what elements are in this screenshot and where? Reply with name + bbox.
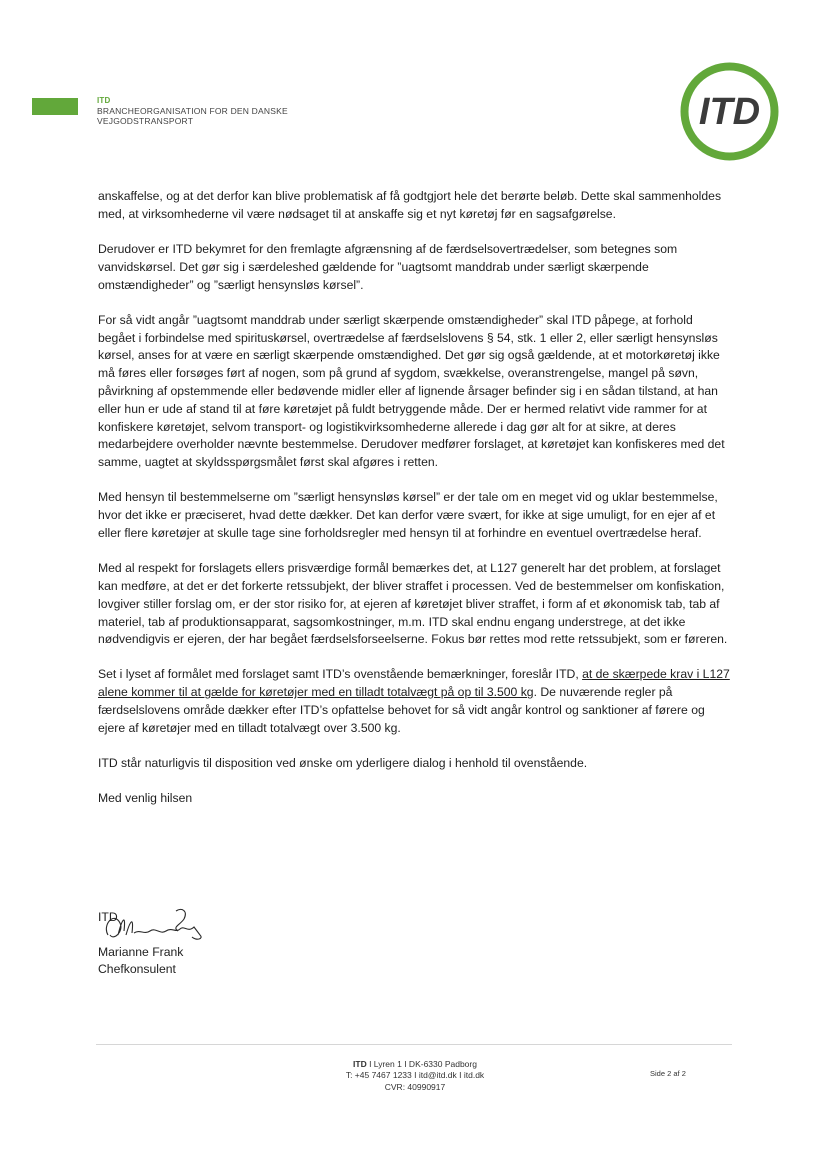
brand-color-bar bbox=[32, 98, 78, 115]
paragraph-6 bbox=[98, 666, 732, 737]
org-line-2: VEJGODSTRANSPORT bbox=[97, 116, 194, 126]
paragraph-5: Med al respekt for forslagets ellers prisværdige formål bemærkes det, at L127 generelt har det problem, at forslaget kan medføre, at det er det forkerte retssubjekt, der bliver straffet i processen. Ved de bestemmelser om konfiskation, lovgiver stiller forslag om, er der stor risiko for, at ejeren af køretøjet bliver straffet, i form af et økonomisk tab, tab af materiel, tab af produktionsapparat, sagsomkostninger, m.m. ITD skal endnu engang understrege, at det ikke nødvendigvis er ejeren, der har begået færdselsforseelserne. Fokus bør rettes mod rette retssubjekt, som er føreren. bbox=[98, 561, 728, 647]
letter-body bbox=[98, 188, 732, 825]
logo-text: ITD bbox=[698, 91, 761, 133]
paragraph-6-start: Set i lyset af formålet med forslaget samt ITD’s ovenstående bemærkninger, foreslår ITD, bbox=[98, 667, 583, 682]
footer-cvr: CVR: 40990917 bbox=[384, 1081, 446, 1092]
paragraph-6-end: . De nuværende regler på færdselslovens område dækker efter ITD’s opfattelse behovet for så vidt angår kontrol og sanktioner af førere og ejere af køretøjer med en tilladt totalvægt over 3.500 kg. bbox=[98, 685, 705, 735]
footer-contact: T: +45 7467 1233 I itd@itd.dk I itd.dk bbox=[345, 1070, 485, 1081]
paragraph-4: Med hensyn til bestemmelserne om ”særligt hensynsløs kørsel” er der tale om en meget vid og uklar bestemmelse, hvor det ikke er præciseret, hvad dette dækker. Det kan derfor være svært, for ikke at sige umuligt, for en ejer af et eller flere køretøjer at skulle tage sine forholdsregler med hensyn til at forhindre en eventuel overtrædelse heraf. bbox=[98, 490, 718, 540]
org-line-1: BRANCHEORGANISATION FOR DEN DANSKE bbox=[97, 106, 288, 116]
signer-name: Marianne Frank bbox=[98, 944, 184, 959]
signer-title: Chefkonsulent bbox=[98, 962, 176, 976]
itd-logo bbox=[678, 60, 781, 163]
footer-address-line bbox=[250, 1059, 580, 1070]
org-header bbox=[97, 96, 288, 126]
closing-greeting: Med venlig hilsen bbox=[98, 791, 193, 806]
footer-brand: ITD bbox=[353, 1059, 367, 1069]
footer-address: I Lyren 1 I DK-6330 Padborg bbox=[366, 1059, 477, 1069]
org-brand: ITD bbox=[97, 96, 111, 105]
paragraph-1: anskaffelse, og at det derfor kan blive problematisk af få godtgjort hele det berørte beløb. Dette skal sammenholdes med, at virksomhederne vil være nødsaget til at anskaffe sig et nyt køretøj før en sagsafgørelse. bbox=[98, 189, 722, 221]
paragraph-2: Derudover er ITD bekymret for den fremlagte afgrænsning af de færdselsovertrædelser, som betegnes som vanvidskørsel. Det gør sig i særdeleshed gældende for ”uagtsomt manddrab under særligt skærpende omstændigheder” og ”særligt hensynsløs kørsel”. bbox=[98, 241, 678, 292]
paragraph-3: For så vidt angår ”uagtsomt manddrab under særligt skærpende omstændigheder” skal ITD påpege, at forhold begået i forbindelse med spirituskørsel, overtrædelse af færdselslovens § 54, stk. 1 eller 2, eller særligt hensynsløs kørsel, anses for at være en særligt skærpende omstændighed. Det gør sig også gældende, at et motorkøretøj ikke må føres eller forsøges ført af nogen, som på grund af sygdom, svækkelse, overanstrengelse, mangel på søvn, påvirkning af opstemmende eller bedøvende midler eller af lignende årsager befinder sig i en sådan tilstand, at han eller hun er ude af stand til at føre køretøjet på fuldt betryggende måde. Der er hermed relativt vide rammer for at konfiskere køretøjet, selvom transport- og logistikvirksomhederne allerede i dag gør alt for at sikre, at deres medarbejdere overholder nævnte bestemmelse. Derudover medfører forslaget, at køretøjet kan konfiskeres med det samme, uagtet at skyldsspørgsmålet først skal afgøres i retten. bbox=[98, 312, 725, 470]
signature-block bbox=[98, 909, 183, 979]
paragraph-7: ITD står naturligvis til disposition ved ønske om yderligere dialog i henhold til ovenstående. bbox=[98, 756, 588, 771]
footer bbox=[250, 1059, 580, 1093]
page-number: Side 2 af 2 bbox=[650, 1069, 686, 1078]
paragraph-6-underlined: at de skærpede krav i L127 alene kommer til at gælde for køretøjer med en tilladt totalvægt på op til 3.500 kg bbox=[98, 667, 730, 700]
signature-org: ITD bbox=[98, 910, 118, 924]
footer-divider bbox=[96, 1044, 732, 1045]
